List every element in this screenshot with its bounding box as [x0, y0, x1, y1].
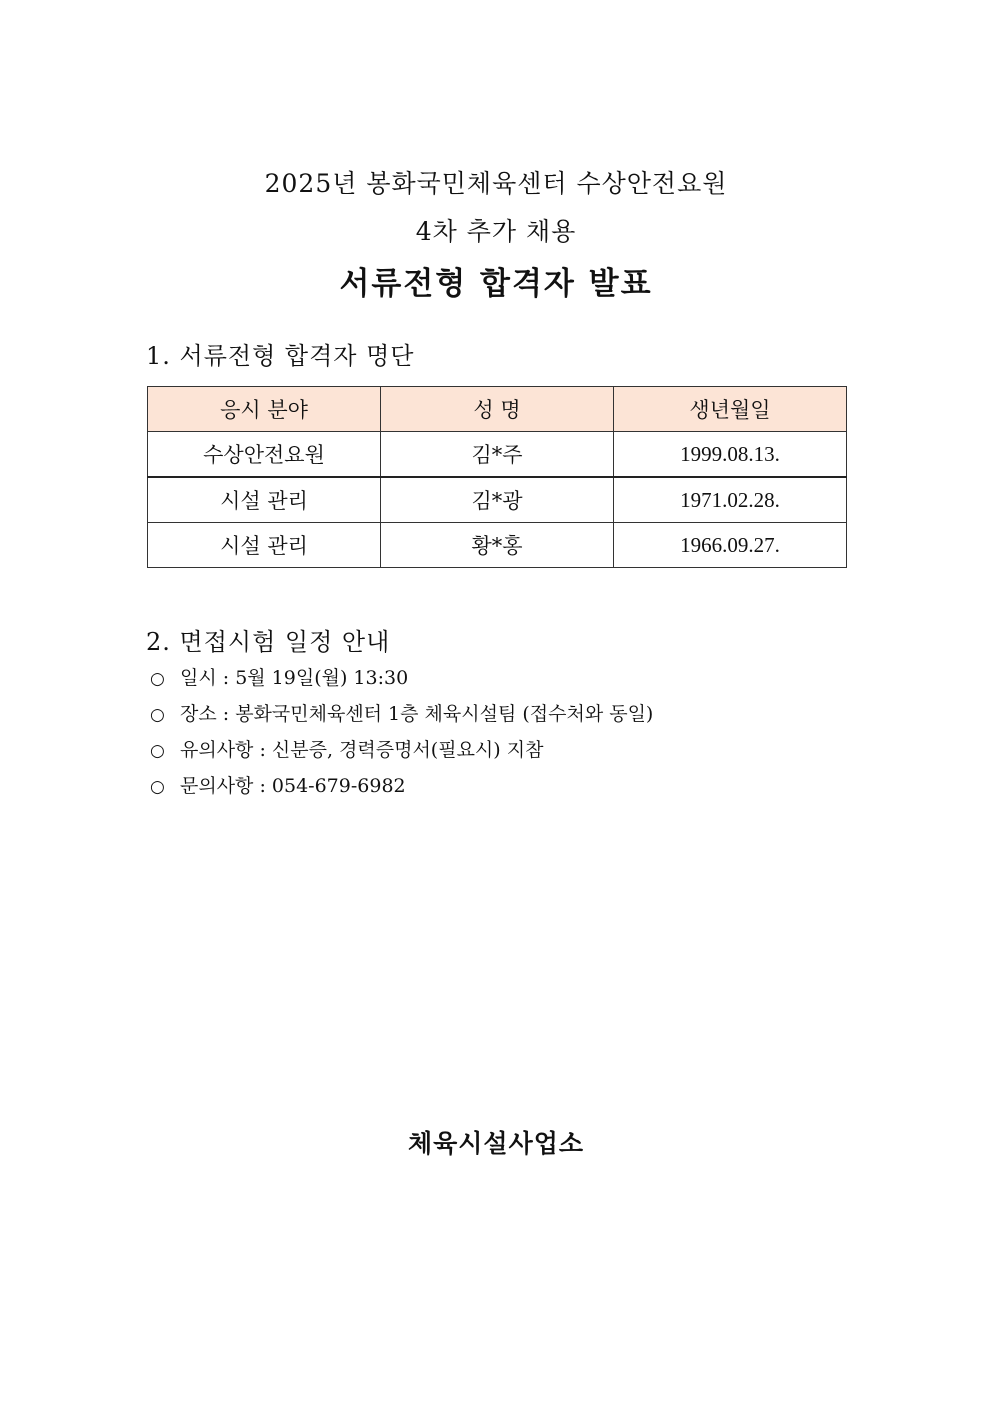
- circle-bullet-icon: ○: [150, 705, 165, 725]
- table-row: [148, 477, 847, 523]
- cell-name: 김*광: [381, 477, 614, 523]
- info-date: 일시 : 5월 19일(월) 13:30: [180, 667, 409, 689]
- table-row: [148, 432, 847, 478]
- cell-field: 수상안전요원: [148, 432, 381, 478]
- info-notes: 유의사항 : 신분증, 경력증명서(필요시) 지참: [180, 739, 544, 761]
- list-item: [150, 696, 653, 732]
- circle-bullet-icon: ○: [150, 741, 165, 761]
- cell-birth: 1966.09.27.: [614, 523, 847, 568]
- title-line-2: 4차 추가 채용: [415, 217, 577, 246]
- title-line-1: 2025년 봉화국민체육센터 수상안전요원: [264, 169, 728, 198]
- circle-bullet-icon: ○: [150, 777, 165, 797]
- info-contact: 문의사항 : 054-679-6982: [180, 775, 406, 797]
- cell-field: 시설 관리: [148, 477, 381, 523]
- cell-birth: 1999.08.13.: [614, 432, 847, 478]
- cell-field: 시설 관리: [148, 523, 381, 568]
- column-header-name: 성 명: [381, 387, 614, 432]
- section-2-heading: 2. 면접시험 일정 안내: [146, 628, 391, 656]
- table-row: [148, 523, 847, 568]
- issuing-organization: 체육시설사업소: [407, 1129, 585, 1158]
- column-header-field: 응시 분야: [148, 387, 381, 432]
- page-title: 서류전형 합격자 발표: [339, 266, 653, 302]
- table-header-row: [148, 387, 847, 432]
- list-item: [150, 732, 653, 768]
- interview-info-list: [150, 660, 653, 804]
- info-location: 장소 : 봉화국민체육센터 1층 체육시설팀 (접수처와 동일): [180, 703, 654, 725]
- circle-bullet-icon: ○: [150, 669, 165, 689]
- list-item: [150, 768, 653, 804]
- cell-birth: 1971.02.28.: [614, 477, 847, 523]
- cell-name: 김*주: [381, 432, 614, 478]
- column-header-birth: 생년월일: [614, 387, 847, 432]
- cell-name: 황*홍: [381, 523, 614, 568]
- section-1-heading: 1. 서류전형 합격자 명단: [146, 342, 415, 370]
- list-item: [150, 660, 653, 696]
- passed-applicants-table: [147, 386, 847, 568]
